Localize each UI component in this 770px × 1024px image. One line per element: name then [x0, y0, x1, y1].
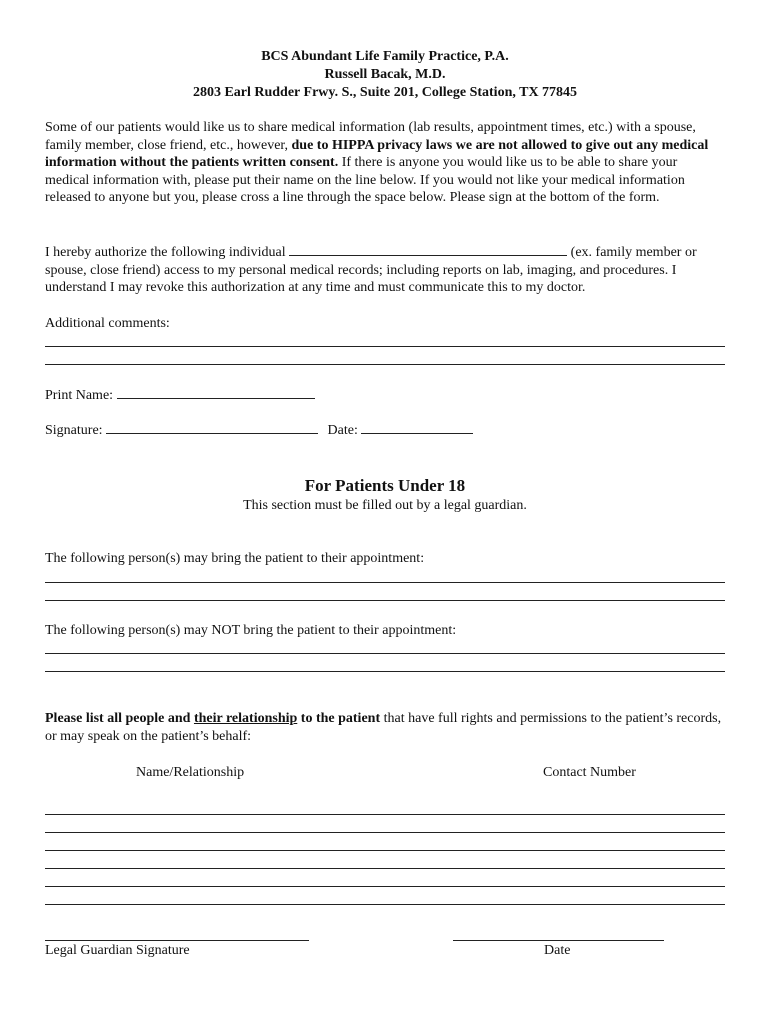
may-bring-label: The following person(s) may bring the patient to their appointment: — [45, 551, 425, 566]
guardian-date-line[interactable] — [453, 940, 664, 941]
intro-text-1: Some of our patients would like us to share medical information (lab results, appointment times, etc.) with a spouse, family member, close friend, etc., however, — [45, 120, 696, 153]
print-name-label: Print Name: — [45, 388, 114, 403]
intro-bold-notice: due to HIPPA privacy laws we are not allowed to give out any medical information without the patients written consent. — [45, 137, 709, 170]
column-contact-number: Contact Number — [543, 765, 636, 780]
signature-row — [45, 421, 473, 440]
minors-section-subtitle: This section must be filled out by a legal guardian. — [243, 498, 527, 513]
guardian-date-label: Date — [544, 943, 571, 958]
contact-line-5[interactable] — [45, 886, 725, 887]
date-field[interactable] — [361, 421, 473, 434]
guardian-signature-line[interactable] — [45, 940, 309, 941]
contact-line-4[interactable] — [45, 868, 725, 869]
may-not-bring-label: The following person(s) may NOT bring the patient to their appointment: — [45, 623, 457, 638]
intro-text-2: If there is anyone you would like us to be able to share your medical information with, please put their name on the line below. If you would not like your medical information released to anyone but you, please cross a line through the space below. Please sign at the bottom of the form. — [45, 155, 685, 205]
may-not-bring-line-1[interactable] — [45, 653, 725, 654]
instruction-bold-2: to the patient — [297, 711, 381, 726]
print-name-field[interactable] — [117, 386, 315, 399]
additional-comments-label: Additional comments: — [45, 316, 170, 331]
contact-line-2[interactable] — [45, 832, 725, 833]
authorize-text-after: (ex. family member or spouse, close friend) access to my personal medical records; including reports on lab, imaging, and procedures. I understand I may revoke this authorization at any time and must communicate this to my doctor. — [45, 245, 697, 295]
may-not-bring-line-2[interactable] — [45, 671, 725, 672]
guardian-signature-label: Legal Guardian Signature — [45, 943, 190, 958]
contact-line-3[interactable] — [45, 850, 725, 851]
authorized-individual-field[interactable] — [289, 243, 567, 256]
practice-address: 2803 Earl Rudder Frwy. S., Suite 201, College Station, TX 77845 — [192, 85, 578, 100]
column-name-relationship: Name/Relationship — [136, 765, 245, 780]
may-bring-line-2[interactable] — [45, 600, 725, 601]
comments-line-1[interactable] — [45, 346, 725, 347]
contact-line-6[interactable] — [45, 904, 725, 905]
instruction-rest: that have full rights and permissions to the patient’s records, or may speak on the patient’s behalf: — [45, 711, 722, 744]
authorization-paragraph — [45, 243, 725, 297]
print-name-row — [45, 386, 315, 405]
instruction-bold-1: Please list all people and — [45, 711, 194, 726]
doctor-name: Russell Bacak, M.D. — [324, 67, 446, 82]
authorize-text-before: I hereby authorize the following individual — [45, 245, 290, 260]
may-bring-line-1[interactable] — [45, 582, 725, 583]
authorized-people-instruction — [45, 710, 725, 745]
comments-line-2[interactable] — [45, 364, 725, 365]
date-label: Date: — [327, 423, 358, 438]
minors-section-title: For Patients Under 18 — [304, 476, 466, 495]
signature-field[interactable] — [106, 421, 318, 434]
intro-paragraph — [45, 119, 725, 207]
signature-label: Signature: — [45, 423, 103, 438]
practice-name: BCS Abundant Life Family Practice, P.A. — [261, 49, 509, 64]
instruction-bold-underline: their relationship — [193, 711, 298, 726]
contact-line-1[interactable] — [45, 814, 725, 815]
